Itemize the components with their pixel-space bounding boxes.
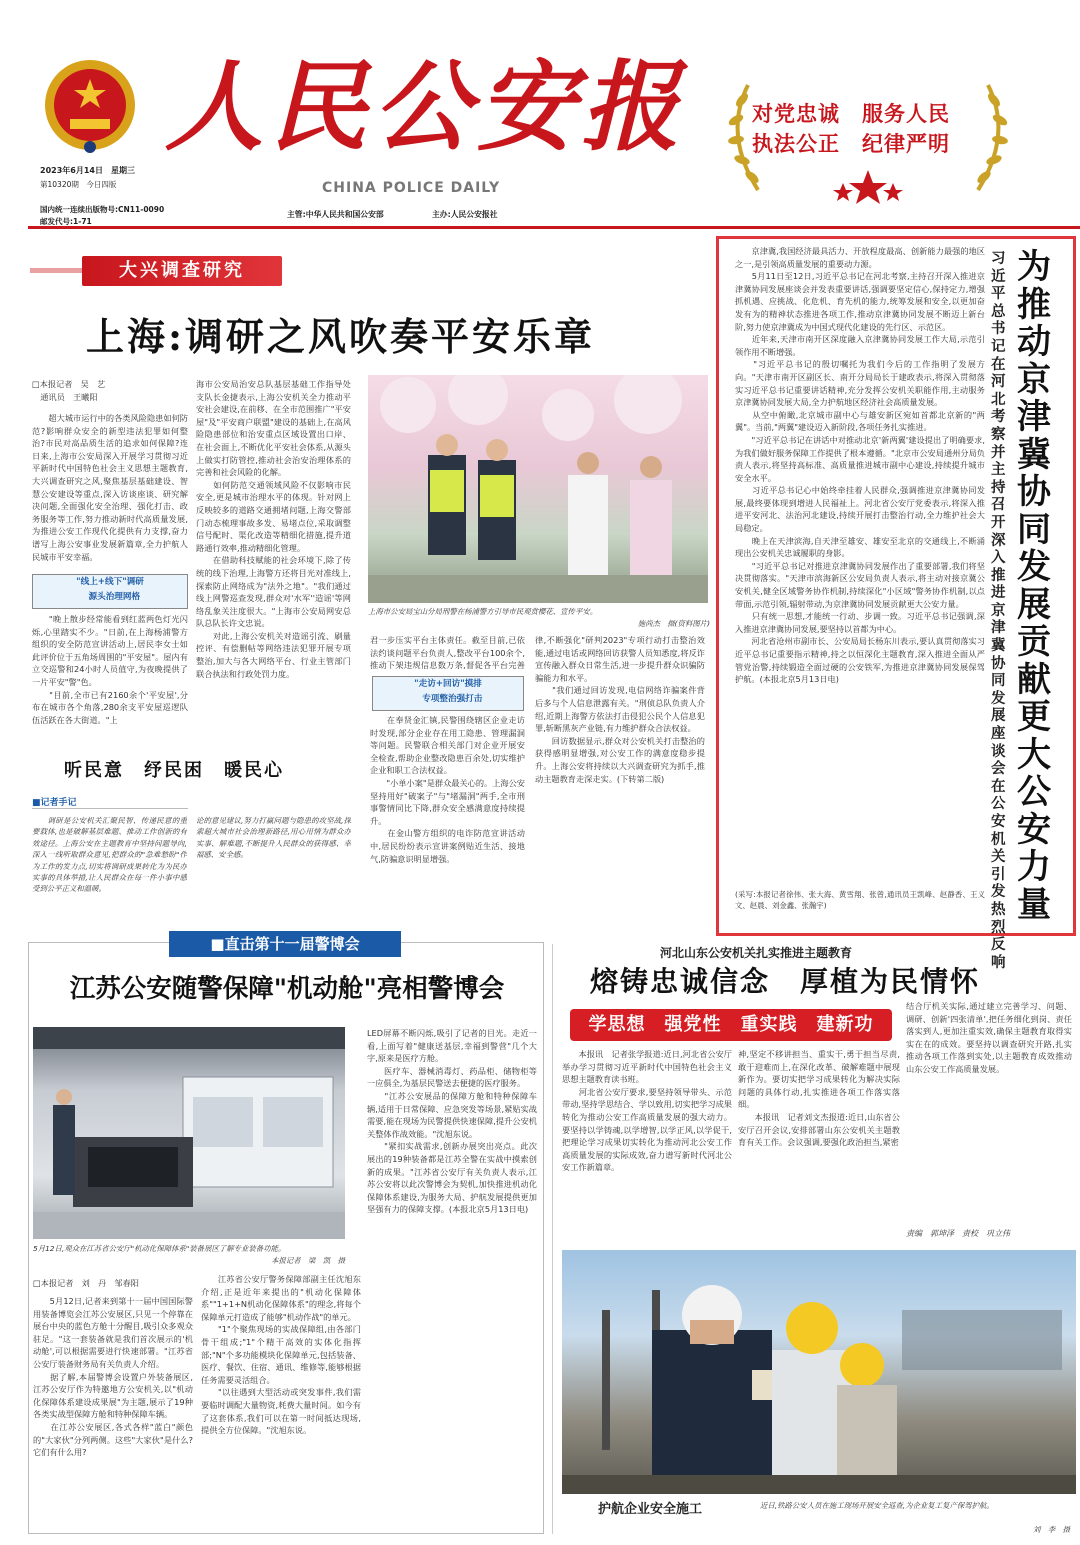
lead-col4: 律,不断强化"研判2023"专项行动打击整治效能,通过电话或网络回访获警人员知悉度,将反诈宣传融入群众日常生活,进一步提升群众识骗防骗能力和水平。 "我们通过回访发现,电信网络诈骗案件背后多与个人信息泄露有关。"刑侦总队负责人介绍,近期上海警方依法打击侵犯公民个人信息犯罪,斩断黑灰产业链,有力维护群众合法权益。 回访数据显示,群众对公安机关打击整治的获得感明显增强,对公安工作的满意度稳步提升。上海公安将持续以大兴调查研究为抓手,推动主题教育走深走实。(下转第二版): [535, 635, 705, 784]
masthead-postal-code: 邮发代号:1-71: [40, 217, 92, 226]
expo-headline: 江苏公安随警保障"机动舱"亮相警博会: [69, 974, 505, 1004]
lead-col1: 超大城市运行中的各类风险隐患如何防范?影响群众安全的新型违法犯罪如何整治?市民对高品质生活的追求如何保障?连日来,上海市公安局深入开展学习贯彻习近平新时代中国特色社会主义思想主题教育,大兴调查研究之风,聚焦基层基础建设、智慧公安建设等重点,深入访谈座谈、研究解决问题,全面强化安全治理、强化打击、政务服务等工作,努力推动新时代高质量发展,为推进公安工作现代化提供有力支撑,奋力谱写上海公安事业发展新篇章,全力护航人民城市平安幸福。: [32, 413, 188, 562]
hebei-editor: 责编 郭坤泽 责校 巩立伟: [906, 1229, 1010, 1238]
expo-photo-credit: 本报记者 梁 凯 摄: [271, 1256, 345, 1265]
hebei-col3: 结合厅机关实际,通过建立完善学习、问题、调研、创新'四张清单',把任务细化到岗、责任落实到人,更加注重实效,确保主题教育取得实实在在的成效。要坚持以调查研究开路,扎实推动各项工作落到实处,以主题教育成效推动山东公安工作高质量发展。: [906, 1001, 1072, 1074]
lead-headline: 上海:调研之风吹奏平安乐章: [86, 314, 596, 359]
notes-rule: [32, 808, 188, 809]
hebei-photo: [562, 1250, 1076, 1494]
expo-photo: [33, 1027, 345, 1239]
expo-col3: LED屏幕不断闪烁,吸引了记者的目光。走近一看,上面写着"健康送基层,幸福到警营"几个大字,原来是医疗方舱。 医疗车、器械消毒灯、药品柜、储物柜等一应俱全,为基层民警送去便捷的医疗服务。 "江苏公安展品的保障方舱和特种保障车辆,适用于日常保障、应急突发等场景,紧贴实战需要,能在现场为民警提供快速保障,提升公安机关整体作战效能。"沈旭东说。 "紧扣实战需求,创新办展突出亮点。此次展出的19种装备都是江苏全警在实战中摸索创新的成果。"江苏省公安厅有关负责人表示,江苏公安将以此次警博会为契机,加快推进机动化保障体系建设,为服务大局、护航发展提供更加坚强有力的保障支撑。(本报北京5月13日电): [367, 1028, 537, 1215]
masthead-sponsor: 主管:中华人民共和国公安部: [287, 210, 384, 219]
expo-col2: 江苏省公安厅警务保障部副主任沈旭东介绍,正是近年来提出的"机动化保障体系""1+1+N机动化保障体系"的理念,将每个保障单元打造成了能够"机动作战"的单元。 "1"个聚焦现场的实战保障组,由各部门骨干组成;"1"个精干高效的实体化指挥部;"N"个多功能模块化保障单元,包括装备、医疗、餐饮、住宿、通讯、维修等,能够根据任务需要灵活组合。 "以往遇到大型活动或突发事件,我们需要临时调配大量物资,耗费大量时间。如今有了这套体系,我们可以在第一时间抵达现场,提供全方位保障。"沈旭东说。: [201, 1274, 361, 1436]
notes-text-2: 论的意见建议,努力打赢问题与隐患的攻坚战,探索超大城市社会治理新路径,用心用情为群众办实事、解难题,不断提升人民群众的获得感、幸福感、安全感。: [196, 816, 351, 860]
hebei-photo-caption: 近日,铁路公安人员在施工现场开展安全巡查,为企业复工复产保驾护航。: [760, 1501, 994, 1510]
subhead-visit-revisit-text: "走访+回访"摸排 专项整治强打击: [414, 679, 483, 704]
expo-equipment-photo-icon: [33, 1027, 345, 1239]
section-tag: 大兴调查研究: [82, 256, 282, 286]
notes-label: ■记者手记: [32, 798, 77, 808]
hebei-photo-title: 护航企业安全施工: [598, 1502, 703, 1517]
lead-col2: 海市公安局治安总队基层基础工作指导处支队长金捷表示,上海公安机关全力推动平安社会建设,在前移、在全市范围推广"平安屋"及"平安商户联盟"建设的基础上,在高风险隐患部位和治安重点区域设置出口岸、在社会面上,不断优化平安社会体系,从源头上做实打防管控,推动社会治安治理体系的完善和社会风险的化解。 如何防范交通领域风险不仅影响市民安全,更是城市治理水平的体现。针对网上反映较多的道路交通拥堵问题,上海交警部门动态梳理事故多发、易堵点位,采取调整信号配时、渠化改造等精细化措施,提升道路通行效率,推动精细化管理。 在借助科技赋能的社会环境下,除了传统的线下治理,上海警方还将目光对准线上,探索防止网络成为"法外之地"。"我们通过线上网警巡查发现,群众对'水军''造谣'等网络乱象关注度很大。"上海市公安局网安总队总队长许文忠说。 对此,上海公安机关对造谣引流、刷量控评、有偿删帖等网络违法犯罪开展专项整治,加大与各大网络平台、行业主管部门联合执法和行政处罚力度。: [196, 379, 351, 679]
police-emblem-icon: [40, 55, 140, 155]
expo-col1: 5月12日,记者来到第十一届中国国际警用装备博览会江苏公安展区,只见一个停靠在展台中央的蓝色方舱十分醒目,吸引众多观众驻足。"这一套装备就是我们首次展示的'机动舱',可以根据需要进行快速部署。"江苏省公安厅装备财务局有关负责人介绍。 据了解,本届警博会设置户外装备展区,江苏公安厅作为特邀地方公安机关,以"机动化保障体系建设成果展"为主题,展示了19种各类实战型保障方舱和特种保障车辆。 在江苏公安展区,各式各样"蓝白"颜色的"大家伙"分列两侧。这些"大家伙"是什么?它们有什么用?: [33, 1296, 193, 1458]
right-story-subtitle: 习近平总书记在河北考察并主持召开深入推进京津冀协同发展座谈会在公安机关引发热烈反响: [991, 251, 1006, 971]
hebei-col1: 本报讯 记者张学报道:近日,河北省公安厅举办学习贯彻习近平新时代中国特色社会主义思想主题教育读书班。 河北省公安厅要求,要坚持领导带头、示范带动,坚持学思结合、学以致用,切实把学习成果转化为推动公安工作高质量发展的强大动力。要坚持以学铸魂,以学增智,以学正风,以学促干,把理论学习成果切实转化为推动河北公安工作高质量发展的实际成效,奋力谱写新时代河北公安工作新篇章。: [562, 1049, 732, 1173]
masthead-issue: 第10320期 今日四版: [40, 180, 117, 189]
hebei-col2: 神,坚定不移讲担当、重实干,勇于担当尽责,敢于迎难而上,在深化改革、破解难题中展现新作为。要切实把学习成果转化为解决实际问题的具体行动,扎实推进各项工作落实落细。 本报讯 记者刘文杰报道:近日,山东省公安厅召开会议,安排部署山东公安机关主题教育有关工作。会议强调,要强化政治担当,紧密: [738, 1049, 900, 1148]
section-tag-stripe: [30, 268, 82, 273]
subhead-visit-revisit: [372, 676, 524, 711]
column-divider-right: [552, 944, 553, 1534]
police-officers-photo-icon: [368, 375, 708, 603]
railway-police-photo-icon: [562, 1250, 1076, 1494]
hebei-banner: 学思想 强党性 重实践 建新功: [570, 1009, 892, 1041]
right-story-credit: (采写:本报记者徐伟、张大海、黄雪翔、张曾,通讯员王凯峰、赵静香、王义文、赵晨、刘金鑫、张瀚宇): [735, 890, 985, 911]
lead-photo-credit: 施尚杰 摄(资料图片): [637, 619, 710, 628]
lead-photo-caption: 上海市公安局宝山分局刑警在杨浦警方引导市民观赏樱花、宣传平安。: [368, 607, 598, 616]
subhead-online-offline-text: "线上+线下"调研 源头治理网格: [76, 577, 144, 602]
masthead-english: CHINA POLICE DAILY: [322, 180, 501, 196]
expo-byline: □本报记者 刘 丹 邹春阳: [33, 1278, 139, 1288]
right-story-body: 京津冀,我国经济最具活力、开放程度最高、创新能力最强的地区之一,是引领高质量发展的重要动力源。 5月11日至12日,习近平总书记在河北考察,主持召开深入推进京津冀协同发展座谈会并发表重要讲话,强调要坚定信心,保持定力,增强抓机遇、应挑战、化危机、育先机的能力,统筹发展和安全,以更加奋发有为的精神状态推进各项工作,推动京津冀协同发展不断迈上新台阶,努力使京津冀成为中国式现代化建设的先行区、示范区。 近年来,天津市南开区深度融入京津冀协同发展工作大局,示范引领作用不断增强。 "习近平总书记的殷切嘱托为我们今后的工作指明了发展方向。"天津市南开区副区长、南开分局局长于建政表示,将深入贯彻落实习近平总书记重要讲话精神,充分发挥公安机关职能作用,主动服务京津冀协同发展大局,全力护航地区经济社会高质量发展。 从空中俯瞰,北京城市副中心与雄安新区宛如首都北京新的"两翼"。当前,"两翼"建设迈入新阶段,各项任务扎实推进。 "习近平总书记在讲话中对推动北京'新两翼'建设提出了明确要求,为我们做好服务保障工作提供了根本遵循。"北京市公安局通州分局负责人表示,将坚持高标准、高质量推进城市副中心建设,持续提升城市安全水平。 习近平总书记心中始终牵挂着人民群众,强调推进京津冀协同发展,最终要体现到增进人民福祉上。河北省公安厅党委表示,将深入推进平安河北、法治河北建设,持续开展打击整治行动,全力维护社会大局稳定。 晚上在天津滨海,自天津至雄安、雄安至北京的交通线上,不断涌现出公安机关忠诚履职的身影。 "习近平总书记对推进京津冀协同发展作出了重要部署,我们将坚决贯彻落实。"天津市滨海新区公安局负责人表示,将主动对接京冀公安机关,健全区域警务协作机制,持续深化"小区域"警务协作机制,以点带面,示范引领,辐射带动,为京津冀协同发展贡献更大公安力量。 只有统一思想,才能统一行动、步调一致。习近平总书记强调,深入推进京津冀协同发展,要坚持以首都为中心。 河北省沧州市副市长、公安局局长杨东川表示,要认真贯彻落实习近平总书记重要指示精神,持之以恒深化主题教育,深入推进全面从严管党治警,持续锻造全面过硬的公安铁军,为推进京津冀协同发展保驾护航。(本报北京5月13日电): [735, 246, 985, 685]
lead-photo: [368, 375, 708, 603]
motto-line-2: 执法公正 纪律严明: [752, 132, 950, 156]
masthead-date: 2023年6月14日 星期三: [40, 166, 135, 175]
masthead-cn-code: 国内统一连续出版物号:CN11-0090: [40, 205, 165, 214]
hebei-headline: 熔铸忠诚信念 厚植为民情怀: [590, 965, 981, 998]
expo-story-box: [28, 935, 544, 1534]
right-story-headline: 为推动京津冀协同发展贡献更大公安力量: [1017, 247, 1051, 925]
expo-banner: ■直击第十一届警博会: [169, 931, 401, 957]
masthead-organizer: 主办:人民公安报社: [432, 210, 498, 219]
lead-byline: □本报记者 吴 艺 通讯员 王曦阳: [32, 379, 106, 402]
expo-photo-caption: 5月12日,观众在江苏省公安厅"机动化保障体系"装备展区了解专业装备功能。: [33, 1244, 286, 1253]
hebei-photo-credit: 刘 李 摄: [1033, 1525, 1070, 1534]
lead-col1b: "晚上散步经常能看到红蓝两色灯光闪烁,心里踏实不少。"日前,在上海杨浦警方组织的安全防范宣讲活动上,居民李女士如此评价位于五角场周围的"平安屋"。屋内有立交巡警和24小时人员值守,为夜晚提供了一片平安"警"色。 "目前,全市已有2160余个'平安屋',分布在城市各个角落,280余支平安屋巡逻队伍活跃在各大街道。"上: [32, 614, 188, 725]
lead-col3: 君一步压实平台主体责任。截至目前,已依法约谈问题平台负责人,整改平台100余个,推动下架违规信息数万条,督促各平台完善: [370, 635, 525, 671]
subhead-online-offline: [32, 574, 188, 609]
motto-line-1: 对党忠诚 服务人民: [752, 102, 950, 126]
masthead-title: 人民公安报: [165, 50, 686, 165]
masthead-rule: [28, 226, 1080, 229]
notes-text: 调研是公安机关汇聚民智、传递民意的重要载体,也是破解基层难题、推动工作创新的有效途径。上海公安在主题教育中坚持问题导向,深入一线听取群众意见,把群众的"急难愁盼"作为工作的发力点,切实将调研成果转化为为民办实事的具体举措,让人民群众在每一件小事中感受到公平正义和温暖。: [32, 816, 187, 894]
commentary-headline: 听民意 纾民困 暖民心: [64, 760, 284, 781]
lead-col3b: 在奉贤金汇镇,民警围绕辖区企业走访时发现,部分企业存在用工隐患、管理漏洞等问题。民警联合相关部门对企业开展安全检查,帮助企业整改隐患百余处,切实维护企业和职工合法权益。 "小单小案"是群众最关心的。上海公安坚持用好"破案子"与"堵漏洞"两手,全市刑事警情同比下降,群众安全感满意度持续提升。 在金山警方组织的电诈防范宣讲活动中,居民纷纷表示宣讲案例贴近生活、接地气,防骗意识明显增强。: [370, 715, 525, 864]
hebei-kicker: 河北山东公安机关扎实推进主题教育: [660, 946, 853, 960]
